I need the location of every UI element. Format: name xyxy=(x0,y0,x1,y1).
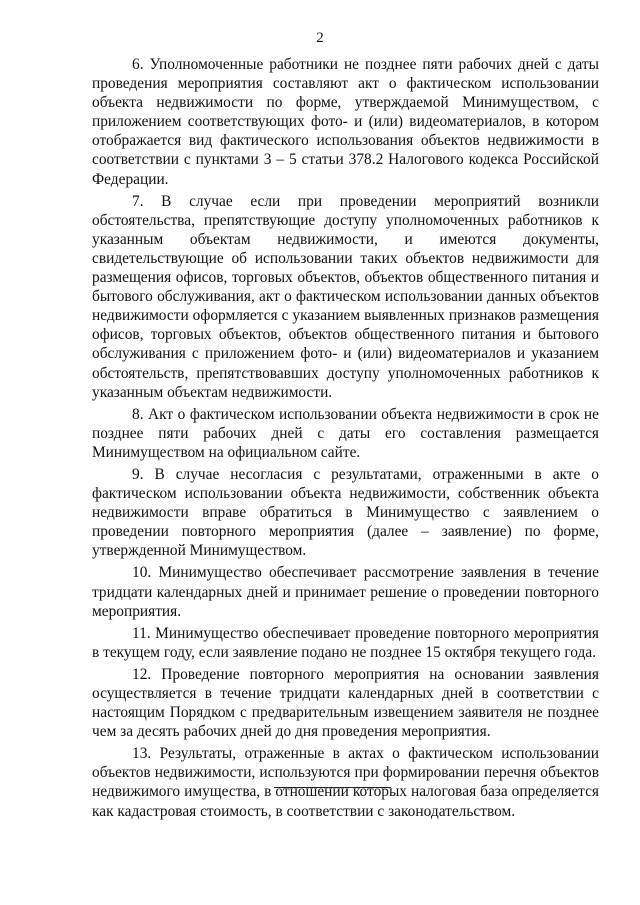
page-number: 2 xyxy=(316,30,324,46)
paragraph-12: 12. Проведение повторного мероприятия на основании заявления осуществляется в течение тридцати календарных дней в соответствии с настоящим Порядком с предварительным извещением заявителя не позднее чем за десять рабочих дней до дня проведения мероприятия. xyxy=(92,665,599,741)
closing-divider xyxy=(274,787,391,788)
document-body xyxy=(92,55,599,824)
paragraph-7: 7. В случае если при проведении мероприятий возникли обстоятельства, препятствующие доступу уполномоченных работников к указанным объектам недвижимости, и имеются документы, свидетельствующие об использовании таких объектов недвижимости для размещения офисов, торговых объектов, объектов общественного питания и бытового обслуживания, акт о фактическом использовании данных объектов недвижимости оформляется с указанием выявленных признаков размещения офисов, торговых объектов, объектов общественного питания и бытового обслуживания с приложением фото- и (или) видеоматериалов и указанием обстоятельств, препятствовавших доступу уполномоченных работников к указанным объектам недвижимости. xyxy=(92,192,599,401)
paragraph-9: 9. В случае несогласия с результатами, отраженными в акте о фактическом использовании объекта недвижимости, собственник объекта недвижимости вправе обратиться в Минимущество с заявлением о проведении повторного мероприятия (далее – заявление) по форме, утвержденной Минимуществом. xyxy=(92,465,599,560)
paragraph-8: 8. Акт о фактическом использовании объекта недвижимости в срок не позднее пяти рабочих дней с даты его составления размещается Минимуществом на официальном сайте. xyxy=(92,405,599,461)
paragraph-11: 11. Минимущество обеспечивает проведение повторного мероприятия в текущем году, если заявление подано не позднее 15 октября текущего года. xyxy=(92,624,599,661)
paragraph-13: 13. Результаты, отраженные в актах о фактическом использовании объектов недвижимости, используются при формировании перечня объектов недвижимого имущества, в отношении которых налоговая база определяется как кадастровая стоимость, в соответствии с законодательством. xyxy=(92,745,599,820)
paragraph-6: 6. Уполномоченные работники не позднее пяти рабочих дней с даты проведения мероприятия составляют акт о фактическом использовании объекта недвижимости по форме, утверждаемой Минимуществом, с приложением соответствующих фото- и (или) видеоматериалов, в котором отображается вид фактического использования объектов недвижимости в соответствии с пунктами 3 – 5 статьи 378.2 Налогового кодекса Российской Федерации. xyxy=(92,56,599,188)
paragraph-10: 10. Минимущество обеспечивает рассмотрение заявления в течение тридцати календарных дней и принимает решение о проведении повторного мероприятия. xyxy=(92,564,599,620)
